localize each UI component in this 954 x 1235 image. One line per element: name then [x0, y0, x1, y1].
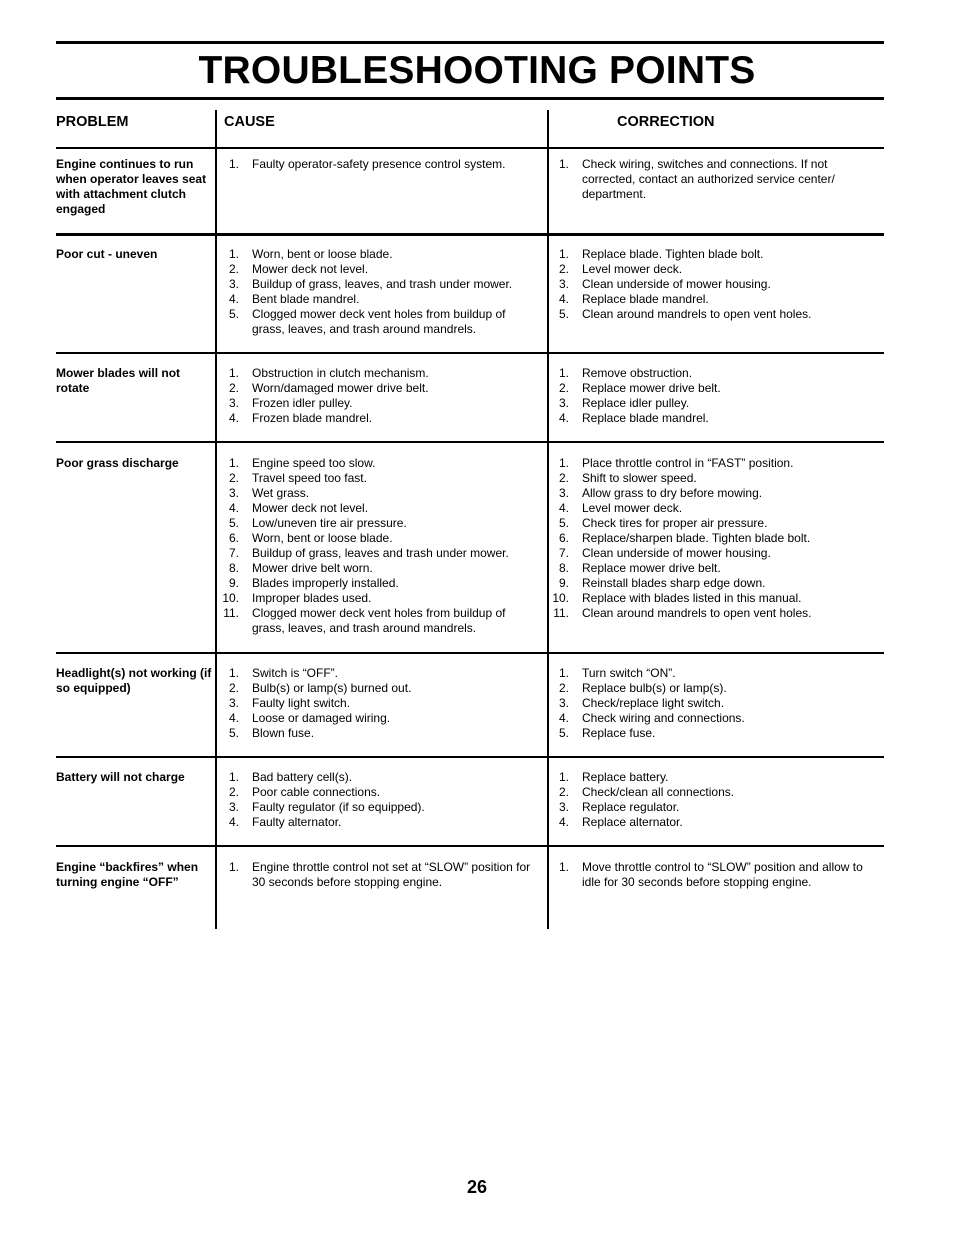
cause-item: 1. Switch is “OFF”. [228, 666, 338, 680]
correction-item: 1. Place throttle control in “FAST” position. [558, 456, 794, 470]
cause-item: 5. Low/uneven tire air pressure. [228, 516, 407, 530]
correction-item: 4. Check wiring and connections. [558, 711, 745, 725]
correction-item: 3. Replace idler pulley. [558, 396, 690, 410]
cause-item: 1. Worn, bent or loose blade. [228, 247, 393, 261]
cause-item: 9. Blades improperly installed. [228, 576, 399, 590]
page-number: 26 [466, 1177, 488, 1197]
cause-item: 1. Engine throttle control not set at “SLOW” position for 30 seconds before stopping engine. [228, 860, 531, 889]
correction-list [552, 247, 872, 322]
correction-item: 4. Replace blade mandrel. [558, 411, 709, 425]
problem-cell: Engine continues to run when operator leaves seat with attachment clutch engaged [56, 157, 207, 216]
correction-list [552, 366, 872, 426]
cause-item: 4. Mower deck not level. [228, 501, 369, 515]
correction-item: 1. Check wiring, switches and connections. If not corrected, contact an authorized service center/ department. [558, 157, 835, 201]
cause-item: 1. Faulty operator-safety presence control system. [228, 157, 506, 171]
correction-list [552, 666, 872, 741]
correction-item: 8. Replace mower drive belt. [558, 561, 721, 575]
cause-item: 4. Frozen blade mandrel. [228, 411, 373, 425]
correction-item: 1. Move throttle control to “SLOW” position and allow to idle for 30 seconds before stopping engine. [558, 860, 863, 889]
correction-item: 2. Shift to slower speed. [558, 471, 697, 485]
correction-item: 2. Replace mower drive belt. [558, 381, 721, 395]
cause-list [222, 456, 540, 636]
header-cause: CAUSE [224, 114, 275, 130]
cause-item: 3. Wet grass. [228, 486, 310, 500]
correction-item: 1. Turn switch “ON”. [558, 666, 676, 680]
cause-item: 2. Travel speed too fast. [228, 471, 367, 485]
correction-item: 6. Replace/sharpen blade. Tighten blade bolt. [558, 531, 811, 545]
cause-item: 2. Worn/damaged mower drive belt. [228, 381, 429, 395]
cause-item: 1. Obstruction in clutch mechanism. [228, 366, 429, 380]
correction-list [552, 770, 872, 830]
correction-item: 11. Clean around mandrels to open vent holes. [553, 606, 812, 620]
correction-item: 1. Replace blade. Tighten blade bolt. [558, 247, 764, 261]
correction-item: 10. Replace with blades listed in this manual. [552, 591, 802, 605]
cause-list [222, 157, 540, 172]
problem-cell: Headlight(s) not working (if so equipped) [56, 666, 212, 695]
row-separator [56, 147, 884, 149]
correction-item: 2. Check/clean all connections. [558, 785, 735, 799]
cause-item: 3. Frozen idler pulley. [228, 396, 353, 410]
cause-list [222, 247, 540, 337]
correction-item: 3. Allow grass to dry before mowing. [558, 486, 763, 500]
correction-item: 7. Clean underside of mower housing. [558, 546, 771, 560]
row-separator [56, 352, 884, 354]
correction-item: 5. Replace fuse. [558, 726, 656, 740]
cause-item: 4. Bent blade mandrel. [228, 292, 360, 306]
correction-list [552, 860, 872, 890]
correction-list [552, 157, 872, 202]
cause-item: 3. Faulty light switch. [228, 696, 351, 710]
problem-cell: Poor grass discharge [56, 456, 179, 470]
cause-item: 11. Clogged mower deck vent holes from buildup of grass, leaves, and trash around mandrels. [223, 606, 506, 635]
cause-item: 2. Bulb(s) or lamp(s) burned out. [228, 681, 412, 695]
problem-cell: Poor cut - uneven [56, 247, 158, 261]
cause-item: 1. Bad battery cell(s). [228, 770, 353, 784]
correction-item: 5. Check tires for proper air pressure. [558, 516, 768, 530]
correction-item: 1. Replace battery. [558, 770, 669, 784]
cause-item: 3. Faulty regulator (if so equipped). [228, 800, 425, 814]
page-title: TROUBLESHOOTING POINTS [198, 49, 756, 92]
problem-cell: Mower blades will not rotate [56, 366, 181, 395]
cause-item: 10. Improper blades used. [222, 591, 372, 605]
problem-cell: Engine “backfires” when turning engine “OFF” [56, 860, 199, 889]
title-rule-top [56, 41, 884, 44]
row-separator [56, 845, 884, 847]
cause-list [222, 860, 540, 890]
cause-item: 2. Poor cable connections. [228, 785, 381, 799]
row-separator [56, 441, 884, 443]
table-header [0, 100, 954, 148]
cause-list [222, 666, 540, 741]
correction-item: 9. Reinstall blades sharp edge down. [558, 576, 766, 590]
correction-item: 2. Level mower deck. [558, 262, 683, 276]
correction-item: 3. Check/replace light switch. [558, 696, 725, 710]
correction-item: 4. Replace alternator. [558, 815, 683, 829]
correction-item: 2. Replace bulb(s) or lamp(s). [558, 681, 727, 695]
cause-item: 8. Mower drive belt worn. [228, 561, 373, 575]
row-separator [56, 756, 884, 758]
problem-cell: Battery will not charge [56, 770, 185, 784]
header-problem: PROBLEM [56, 114, 129, 130]
cause-item: 3. Buildup of grass, leaves, and trash under mower. [228, 277, 513, 291]
cause-item: 5. Clogged mower deck vent holes from buildup of grass, leaves, and trash around mandrels. [228, 307, 506, 336]
correction-item: 3. Replace regulator. [558, 800, 680, 814]
correction-item: 3. Clean underside of mower housing. [558, 277, 771, 291]
header-correction: CORRECTION [617, 114, 715, 130]
correction-item: 4. Level mower deck. [558, 501, 683, 515]
row-separator [56, 652, 884, 654]
cause-item: 4. Faulty alternator. [228, 815, 342, 829]
correction-item: 1. Remove obstruction. [558, 366, 693, 380]
cause-list [222, 770, 540, 830]
correction-item: 5. Clean around mandrels to open vent holes. [558, 307, 812, 321]
correction-item: 4. Replace blade mandrel. [558, 292, 709, 306]
cause-item: 1. Engine speed too slow. [228, 456, 376, 470]
cause-item: 2. Mower deck not level. [228, 262, 369, 276]
row-separator [56, 233, 884, 236]
cause-item: 6. Worn, bent or loose blade. [228, 531, 393, 545]
cause-item: 5. Blown fuse. [228, 726, 315, 740]
cause-item: 4. Loose or damaged wiring. [228, 711, 391, 725]
cause-list [222, 366, 540, 426]
cause-item: 7. Buildup of grass, leaves and trash under mower. [228, 546, 509, 560]
correction-list [552, 456, 872, 621]
